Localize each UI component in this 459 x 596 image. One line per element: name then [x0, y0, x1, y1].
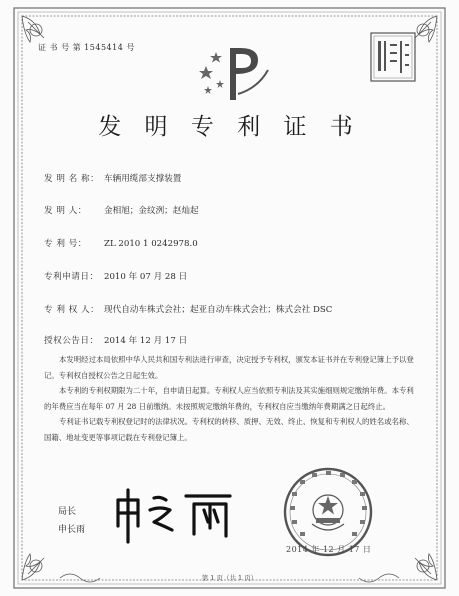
- certificate-number: 证 书 号 第 1545414 号: [38, 43, 135, 52]
- director-signature: [110, 486, 240, 550]
- field-patent-number: [44, 237, 198, 249]
- field-label: 专利申请日：: [44, 272, 99, 282]
- small-official-seal: [370, 32, 416, 82]
- field-application-date: [44, 270, 187, 282]
- field-label: 专 利 权 人：: [44, 305, 100, 315]
- field-grant-date: [44, 334, 187, 346]
- body-paragraph-registry: 专利证书记载专利权登记时的法律状况。专利权的转移、质押、无效、终止、恢复和专利权人的姓名或名称、国籍、地址变更等事项记载在专利登记簿上。: [44, 417, 414, 442]
- field-label: 授权公告日：: [44, 336, 99, 346]
- director-name: 申长雨: [58, 525, 86, 535]
- sipo-logo: [196, 44, 276, 108]
- field-value: 2010 年 07 月 28 日: [104, 272, 188, 282]
- body-paragraph-grant: 本发明经过本局依照中华人民共和国专利法进行审查，决定授予专利权，颁发本证书并在专利登记簿上予以登记。专利权自授权公告之日起生效。: [44, 355, 414, 380]
- field-label: 发 明 名 称：: [44, 174, 100, 184]
- field-inventors: [44, 204, 199, 216]
- field-value: 2014 年 12 月 17 日: [104, 336, 188, 346]
- body-paragraph-term: 本专利的专利权期限为二十年，自申请日起算。专利权人应当依照专利法及其实施细则规定缴纳年费。本专利的年费应当在每年 07 月 28 日前缴纳。未按照规定缴纳年费的，专利权自应当缴纳年费期满之日起终止。: [44, 386, 414, 411]
- field-label: 发 明 人：: [44, 206, 87, 216]
- field-value: 车辆用缆部支撑装置: [104, 174, 182, 184]
- page-indicator: 第 1 页（共 1 页）: [201, 574, 258, 582]
- field-value: 金相旭；金纹洌；赵灿起: [104, 206, 199, 216]
- field-invention-name: [44, 172, 181, 184]
- certificate-title: 发 明 专 利 证 书: [98, 114, 361, 140]
- field-value: ZL 2010 1 0242978.0: [104, 239, 198, 249]
- seal-date: 2014 年 12 月 17 日: [286, 545, 372, 554]
- director-title: 局长: [58, 507, 77, 517]
- field-value: 现代自动车株式会社；起亚自动车株式会社；株式会社 DSC: [104, 305, 333, 315]
- field-patentee: [44, 303, 332, 315]
- certificate-body: [44, 352, 419, 445]
- field-label: 专 利 号：: [44, 239, 87, 249]
